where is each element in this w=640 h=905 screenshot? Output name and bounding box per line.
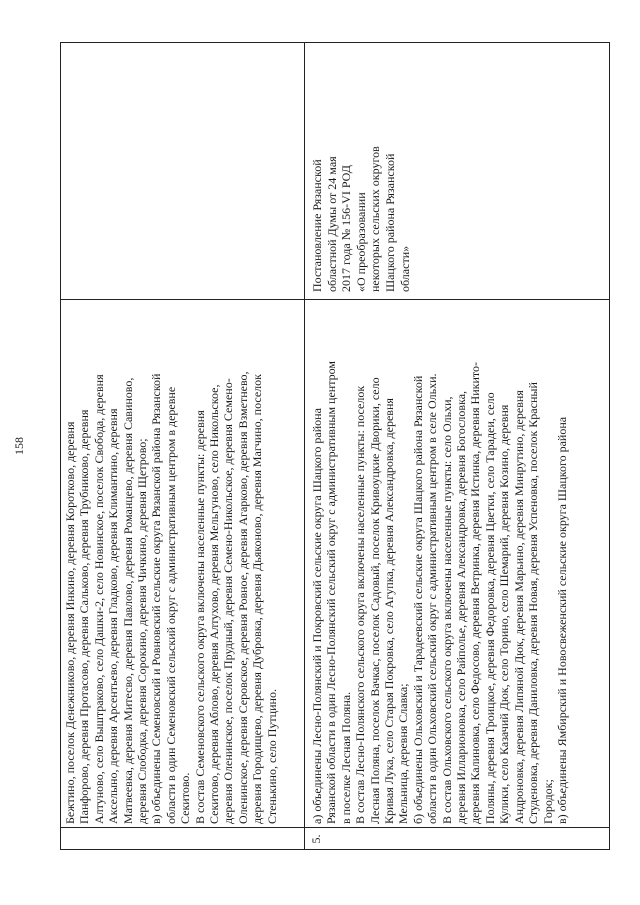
text-line: «О преобразовании (353, 192, 368, 292)
row-divider (304, 42, 305, 850)
text-line: Шацкого района Рязанской (382, 153, 397, 292)
text-line: Секитово, деревня Аблово, деревня Алтухово, деревня Мельгуново, село Никольское, (207, 384, 222, 824)
text-line: деревня Городищево, деревня Дубровка, деревня Дьяконово, деревня Магчино, поселок (250, 374, 265, 824)
text-line: Алтуново, село Выштраково, село Дашки-2, село Новинское, поселок Свобода, деревня (91, 374, 106, 824)
text-line: некоторых сельских округов (368, 146, 383, 292)
text-line: Панфорово, деревня Протасово, деревня Сальково, деревня Трубниково, деревня (77, 409, 92, 824)
main-row-text (310, 306, 569, 824)
text-line: В состав Ольховского сельского округа включены населенные пункты: село Ольхи, (439, 396, 454, 824)
rotated-table-scan (12, 42, 610, 850)
text-line: в) объединены Семеновский и Ровновский сельские округа Рязанской района Рязанской (149, 373, 164, 824)
text-line: деревня Калиновка, село Федосово, деревня Ветринка, деревня Истинка, деревня Никито- (468, 362, 483, 824)
text-line: Мельница, деревня Славка; (396, 683, 411, 824)
upper-row-text (63, 306, 279, 824)
text-line: 2017 года № 156-VI РОД (339, 165, 354, 292)
column-divider-source (60, 299, 610, 300)
text-line: б) объединены Ольховский и Тарадеевский сельские округа Шацкого района Рязанской (410, 375, 425, 824)
text-line: деревня Илларионовка, село Райполье, деревня Александровка, деревня Богословка, (454, 390, 469, 824)
text-line: Стенькино, село Путцино. (264, 689, 279, 824)
row-number: 5. (309, 834, 323, 844)
text-line: областной Думы от 24 мая (324, 156, 339, 292)
text-line: Кривая Лука, село Старая Покровка, село Агупка, деревня Александровка, деревня (382, 398, 397, 824)
text-line: области в один Семеновский сельский округ с административным центром в деревне (163, 386, 178, 824)
text-line: Кулики, село Казачий Дюк, село Торино, село Шемарий, деревня Козино, деревня (497, 404, 512, 824)
text-line: области» (397, 245, 412, 292)
column-divider-number (60, 827, 610, 828)
text-line: Матвеевка, деревня Митесво, деревня Павлово, деревня Романцево, деревня Савиново, (120, 377, 135, 824)
text-line: Студеновка, деревня Даниловка, деревня Новая, деревня Успеновка, поселок Красный (526, 382, 541, 824)
text-line: Оленинское, деревня Серовское, деревня Ровное, деревня Агарково, деревня Взметнево, (235, 371, 250, 824)
text-line: Городок; (540, 779, 555, 824)
text-line: Бежтино, поселок Денежниково, деревня Инкино, деревня Коротково, деревня (63, 421, 77, 824)
text-line: В состав Семеновского сельского округа включены населенные пункты: деревня (192, 410, 207, 824)
text-line: деревня Слободка, деревня Сорокино, деревня Чичкино, деревня Щетрово; (135, 438, 150, 824)
text-line: в поселке Лесная Поляна. (338, 691, 353, 824)
text-line: Акселыно, деревня Арсентьево, деревня Гладково, деревня Климантино, деревня (106, 408, 121, 824)
source-document-cell (310, 48, 412, 292)
text-line: Лесная Поляна, поселок Вачкас, поселок Садовый, поселок Кривоуцкие Дворики, село (367, 377, 382, 824)
text-line: В состав Лесно-Полянского сельского округа включены населенные пункты: поселок (353, 385, 368, 824)
text-line: Секитово. (178, 772, 193, 824)
text-line: Рязанской области в один Лесно-Полянский сельский округ с административным центром (324, 361, 339, 824)
text-line: деревня Оленинское, поселок Прудный, деревня Семено-Никольское, деревня Семено- (221, 378, 236, 824)
text-line: Постановление Рязанской (310, 159, 324, 292)
text-line: Поляны, деревня Троицкое, деревня Федоровка, деревня Цветки, село Тарадеи, село (482, 392, 497, 824)
text-line: Андроновка, деревня Липяной Дюк, деревня Марьино, деревня Минрутино, деревня (511, 390, 526, 824)
text-line: в) объединены Ямбирский и Новосвеженский сельские округа Шацкого района (554, 416, 569, 824)
page-number: 158 (12, 437, 26, 455)
text-line: а) объединены Лесно-Полянский и Покровский сельские округа Шацкого района (310, 408, 324, 824)
text-line: области в один Ольховский сельский округ с административным центром в селе Ольхи. (425, 373, 440, 824)
